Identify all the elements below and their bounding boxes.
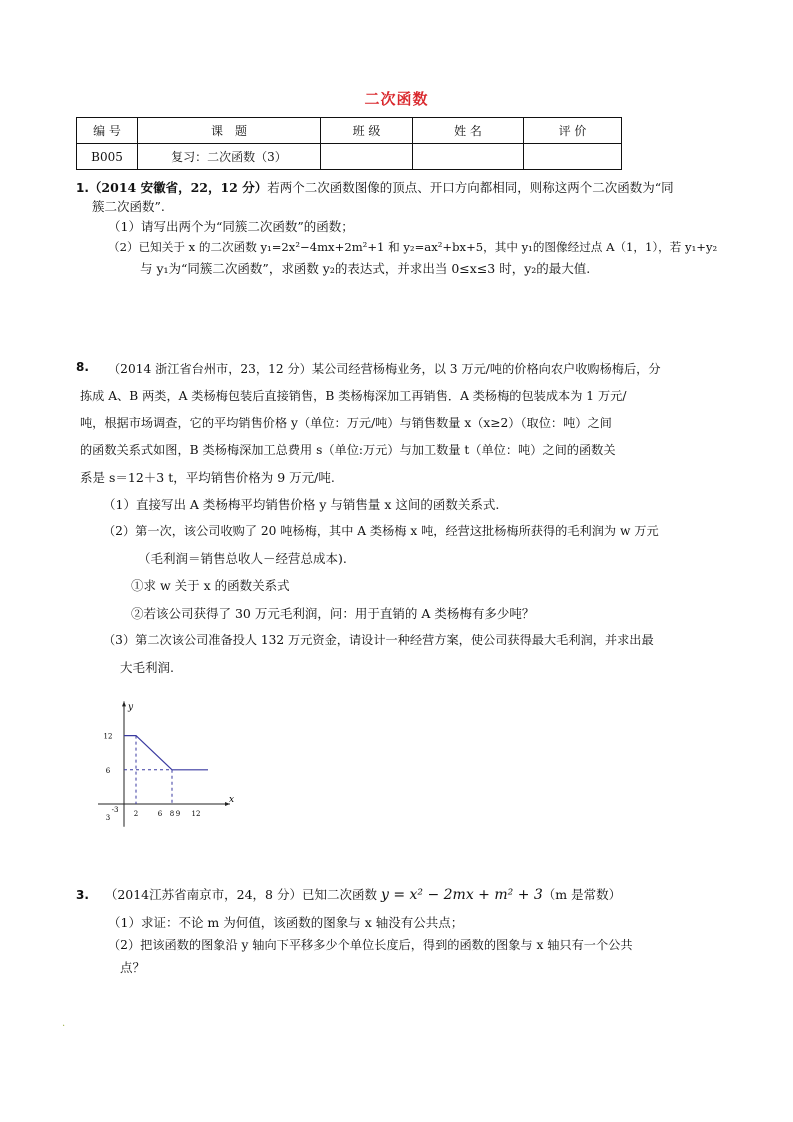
x-tick-label-2: 6: [157, 810, 163, 818]
footer-mark: .: [62, 1018, 66, 1029]
q8-line-3: 吨，根据市场调查，它的平均销售价格 y（单位：万元/吨）与销售数量 x（x≥2）（取位：吨）之间: [80, 416, 612, 430]
q8-part1: （1）直接写出 A 类杨梅平均销售价格 y 与销售量 x 这间的函数关系式.: [103, 497, 500, 512]
q3-part2-line1: （2）把该函数的图象沿 y 轴向下平移多少个单位长度后，得到的函数的图象与 x 轴只有一个公共: [108, 938, 633, 952]
q3-line1: [76, 885, 621, 903]
q3-source: （2014江苏省南京市，24，8 分）已知二次函数: [104, 887, 377, 902]
q1-source: （2014 安徽省，22，12 分）: [88, 180, 268, 195]
cell-topic: 复习：二次函数（3）: [138, 144, 321, 170]
y-axis-label: y: [128, 702, 134, 713]
q1-part2-line2: 与 y₁为“同簇二次函数”，求函数 y₂的表达式，并求出当 0≤x≤3 时，y₂的最大值.: [140, 261, 591, 276]
header-class: 班 级: [321, 118, 413, 144]
y-axis-arrow: [122, 701, 126, 706]
q8-sub1: ①求 w 关于 x 的函数关系式: [131, 578, 290, 593]
q8-line-5: 系是 s＝12＋3 t，平均销售价格为 9 万元/吨.: [80, 470, 335, 485]
q8-part3-line1: （3）第二次该公司准备投人 132 万元资金，请设计一种经营方案，使公司获得最大毛利润，并求出最: [103, 633, 654, 647]
q8-part2-line2: （毛利润＝销售总收人－经营总成本).: [138, 551, 347, 566]
table-row: [77, 144, 622, 170]
cell-number: B005: [77, 144, 138, 170]
q3-number: 3.: [76, 888, 89, 902]
q3-formula: y = x² − 2mx + m² + 3: [380, 887, 543, 903]
page-title: 二次函数: [364, 90, 429, 108]
q3-part2-line2: 点？: [120, 960, 146, 975]
q1-stem: 若两个二次函数图像的顶点、开口方向都相同，则称这两个二次函数为“同: [267, 180, 674, 195]
q3-note: （m 是常数）: [542, 887, 622, 902]
y-tick-label-0: 12: [103, 732, 113, 741]
q8-part2-line1: （2）第一次，该公司收购了 20 吨杨梅，其中 A 类杨梅 x 吨，经营这批杨梅所获得的毛利润为 w 万元: [103, 524, 659, 538]
q8-line-2: 拣成 A、B 两类，A 类杨梅包装后直接销售，B 类杨梅深加工再销售．A 类杨梅的包装成本为 1 万元/: [80, 389, 627, 403]
q1-number: 1.: [76, 181, 89, 195]
header-number: 编 号: [77, 118, 138, 144]
q1-part2-line1: （2）已知关于 x 的二次函数 y₁=2x²−4mx+2m²+1 和 y₂=ax²+bx+5，其中 y₁的图像经过点 A（1，1），若 y₁+y₂: [108, 240, 718, 254]
cell-name: [413, 144, 524, 170]
x-tick-label-5: 12: [191, 810, 201, 818]
q3-part1: （1）求证：不论 m 为何值，该函数的图象与 x 轴没有公共点；: [108, 915, 464, 930]
x-tick-label-1: 2: [133, 810, 139, 818]
header-grade: 评 价: [524, 118, 622, 144]
q1-line1: [76, 178, 674, 196]
q8-line-4: 的函数关系式如图，B 类杨梅深加工总费用 s（单位:万元）与加工数量 t（单位：吨）之间的函数关: [80, 443, 616, 457]
series-line-0: [124, 736, 208, 770]
q8-sub2: ②若该公司获得了 30 万元毛利润，问：用于直销的 A 类杨梅有多少吨？: [131, 606, 535, 621]
x-tick-label-0: -3: [111, 806, 119, 814]
info-table: [76, 117, 622, 170]
q1-part1: （1）请写出两个为“同簇二次函数”的函数；: [108, 219, 354, 234]
function-graph: [76, 692, 256, 842]
table-header-row: [77, 118, 622, 144]
cell-grade: [524, 144, 622, 170]
q8-line-1: （2014 浙江省台州市，23，12 分）某公司经营杨梅业务，以 3 万元/吨的价格向农户收购杨梅后，分: [108, 362, 661, 376]
q1-line2: 簇二次函数”.: [92, 199, 165, 214]
q8-number: 8.: [76, 360, 89, 374]
x-tick-label-4: 9: [175, 810, 181, 818]
y-tick-label-2: 3: [105, 814, 111, 822]
q8-part3-line2: 大毛利润.: [120, 660, 174, 675]
y-tick-label-1: 6: [105, 766, 111, 775]
header-topic: 课 题: [138, 118, 321, 144]
cell-class: [321, 144, 413, 170]
x-tick-label-3: 8: [169, 810, 175, 818]
header-name: 姓 名: [413, 118, 524, 144]
x-axis-label: x: [229, 795, 235, 805]
